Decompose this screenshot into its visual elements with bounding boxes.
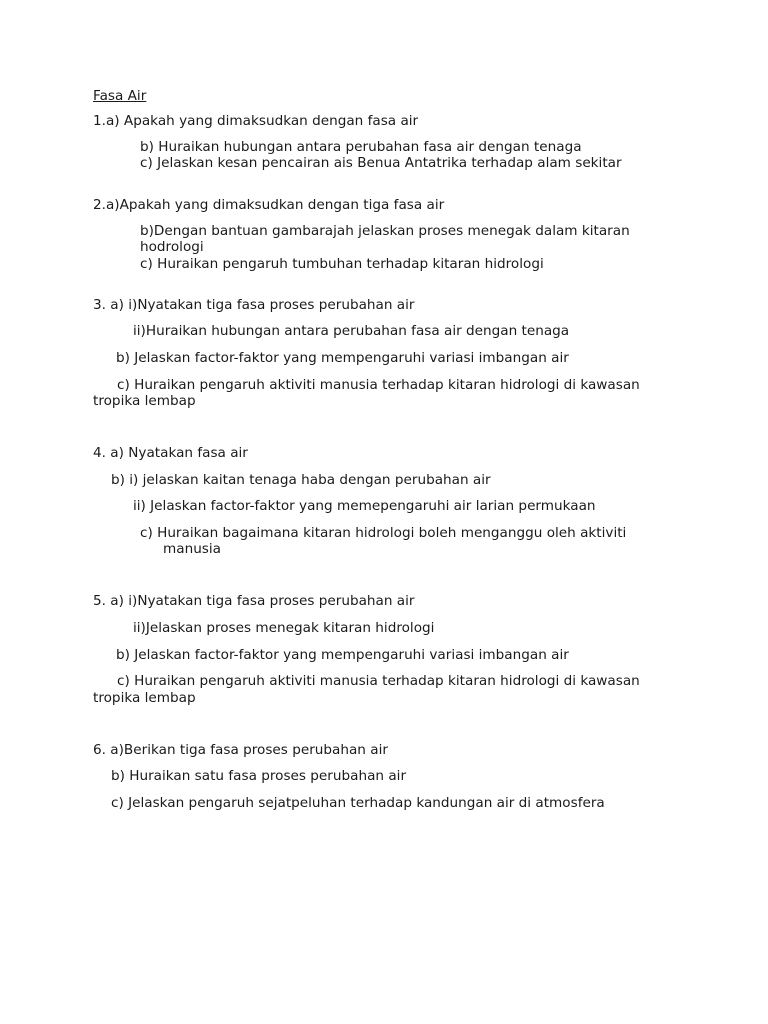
q2-part-c: c) Huraikan pengaruh tumbuhan terhadap kitaran hidrologi bbox=[140, 256, 544, 272]
q3-part-c-line1: c) Huraikan pengaruh aktiviti manusia terhadap kitaran hidrologi di kawasan bbox=[117, 377, 640, 393]
q3-part-c-line2: tropika lembap bbox=[93, 393, 196, 409]
q2-part-b-line1: b)Dengan bantuan gambarajah jelaskan proses menegak dalam kitaran bbox=[140, 223, 630, 239]
q3-part-a-i: 3. a) i)Nyatakan tiga fasa proses perubahan air bbox=[93, 297, 415, 313]
q4-part-a: 4. a) Nyatakan fasa air bbox=[93, 445, 248, 461]
q4-part-b-ii: ii) Jelaskan factor-faktor yang memepengaruhi air larian permukaan bbox=[133, 498, 596, 514]
q6-part-c: c) Jelaskan pengaruh sejatpeluhan terhadap kandungan air di atmosfera bbox=[111, 795, 605, 811]
q5-part-c-line2: tropika lembap bbox=[93, 690, 196, 706]
q6-part-a: 6. a)Berikan tiga fasa proses perubahan air bbox=[93, 742, 388, 758]
q2-part-a: 2.a)Apakah yang dimaksudkan dengan tiga fasa air bbox=[93, 197, 445, 213]
q4-part-b-i: b) i) jelaskan kaitan tenaga haba dengan perubahan air bbox=[111, 472, 491, 488]
q5-part-b: b) Jelaskan factor-faktor yang mempengaruhi variasi imbangan air bbox=[116, 647, 569, 663]
q5-part-a-ii: ii)Jelaskan proses menegak kitaran hidrologi bbox=[133, 620, 435, 636]
q5-part-a-i: 5. a) i)Nyatakan tiga fasa proses perubahan air bbox=[93, 593, 415, 609]
q3-part-b: b) Jelaskan factor-faktor yang mempengaruhi variasi imbangan air bbox=[116, 350, 569, 366]
q1-part-b: b) Huraikan hubungan antara perubahan fasa air dengan tenaga bbox=[140, 139, 582, 155]
q3-part-a-ii: ii)Huraikan hubungan antara perubahan fasa air dengan tenaga bbox=[133, 323, 570, 339]
q5-part-c-line1: c) Huraikan pengaruh aktiviti manusia terhadap kitaran hidrologi di kawasan bbox=[117, 673, 640, 689]
q1-part-a: 1.a) Apakah yang dimaksudkan dengan fasa air bbox=[93, 113, 419, 129]
q1-part-c: c) Jelaskan kesan pencairan ais Benua Antatrika terhadap alam sekitar bbox=[140, 155, 622, 171]
document-title: Fasa Air bbox=[93, 88, 147, 104]
q4-part-c-line2: manusia bbox=[163, 541, 221, 557]
q4-part-c-line1: c) Huraikan bagaimana kitaran hidrologi boleh menganggu oleh aktiviti bbox=[140, 525, 627, 541]
q6-part-b: b) Huraikan satu fasa proses perubahan air bbox=[111, 768, 407, 784]
q2-part-b-line2: hodrologi bbox=[140, 239, 204, 255]
